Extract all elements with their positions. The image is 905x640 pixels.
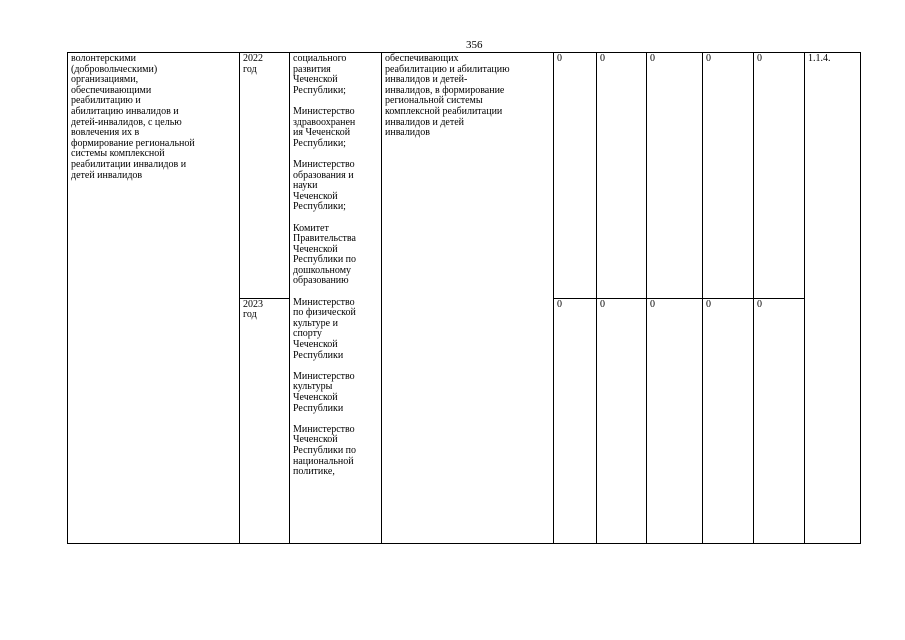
- table-row: [68, 53, 861, 299]
- executor-item: Комитет Правительства Чеченской Республики по дошкольному образованию: [293, 222, 357, 287]
- program-table: [67, 52, 861, 544]
- executor-item: Министерство культуры Чеченской Республики: [293, 370, 355, 414]
- measure-description-cell: волонтерскими (добровольческими) организациями, обеспечивающими реабилитацию и абилитацию инвалидов и детей-инвалидов, с целью вовлечения их в формирование региональной системы комплексной реабилитации инвалидов и детей инвалидов: [68, 53, 240, 544]
- executor-item: Министерство образования и науки Чеченской Республики;: [293, 158, 355, 213]
- value-cell: 0: [554, 298, 597, 544]
- expected-result-cell: обеспечивающих реабилитацию и абилитацию инвалидов и детей- инвалидов, в формирование региональной системы комплексной реабилитации инвалидов и детей инвалидов: [382, 53, 554, 544]
- executor-item: социального развития Чеченской Республики;: [293, 53, 347, 96]
- value-cell: 0: [754, 53, 805, 299]
- executor-item: Министерство Чеченской Республики по национальной политике,: [293, 423, 357, 478]
- indicator-code-cell: 1.1.4.: [805, 53, 861, 544]
- year-2023-cell: 2023 год: [240, 298, 290, 544]
- value-cell: 0: [703, 298, 754, 544]
- value-cell: 0: [647, 298, 703, 544]
- page-number: 356: [466, 39, 483, 51]
- executors-cell: [290, 53, 382, 544]
- value-cell: 0: [554, 53, 597, 299]
- executor-item: Министерство здравоохранен ия Чеченской Республики;: [293, 105, 356, 149]
- value-cell: 0: [754, 298, 805, 544]
- value-cell: 0: [597, 298, 647, 544]
- value-cell: 0: [703, 53, 754, 299]
- value-cell: 0: [647, 53, 703, 299]
- value-cell: 0: [597, 53, 647, 299]
- year-2022-cell: 2022 год: [240, 53, 290, 299]
- executor-item: Министерство по физической культуре и спорту Чеченской Республики: [293, 296, 356, 361]
